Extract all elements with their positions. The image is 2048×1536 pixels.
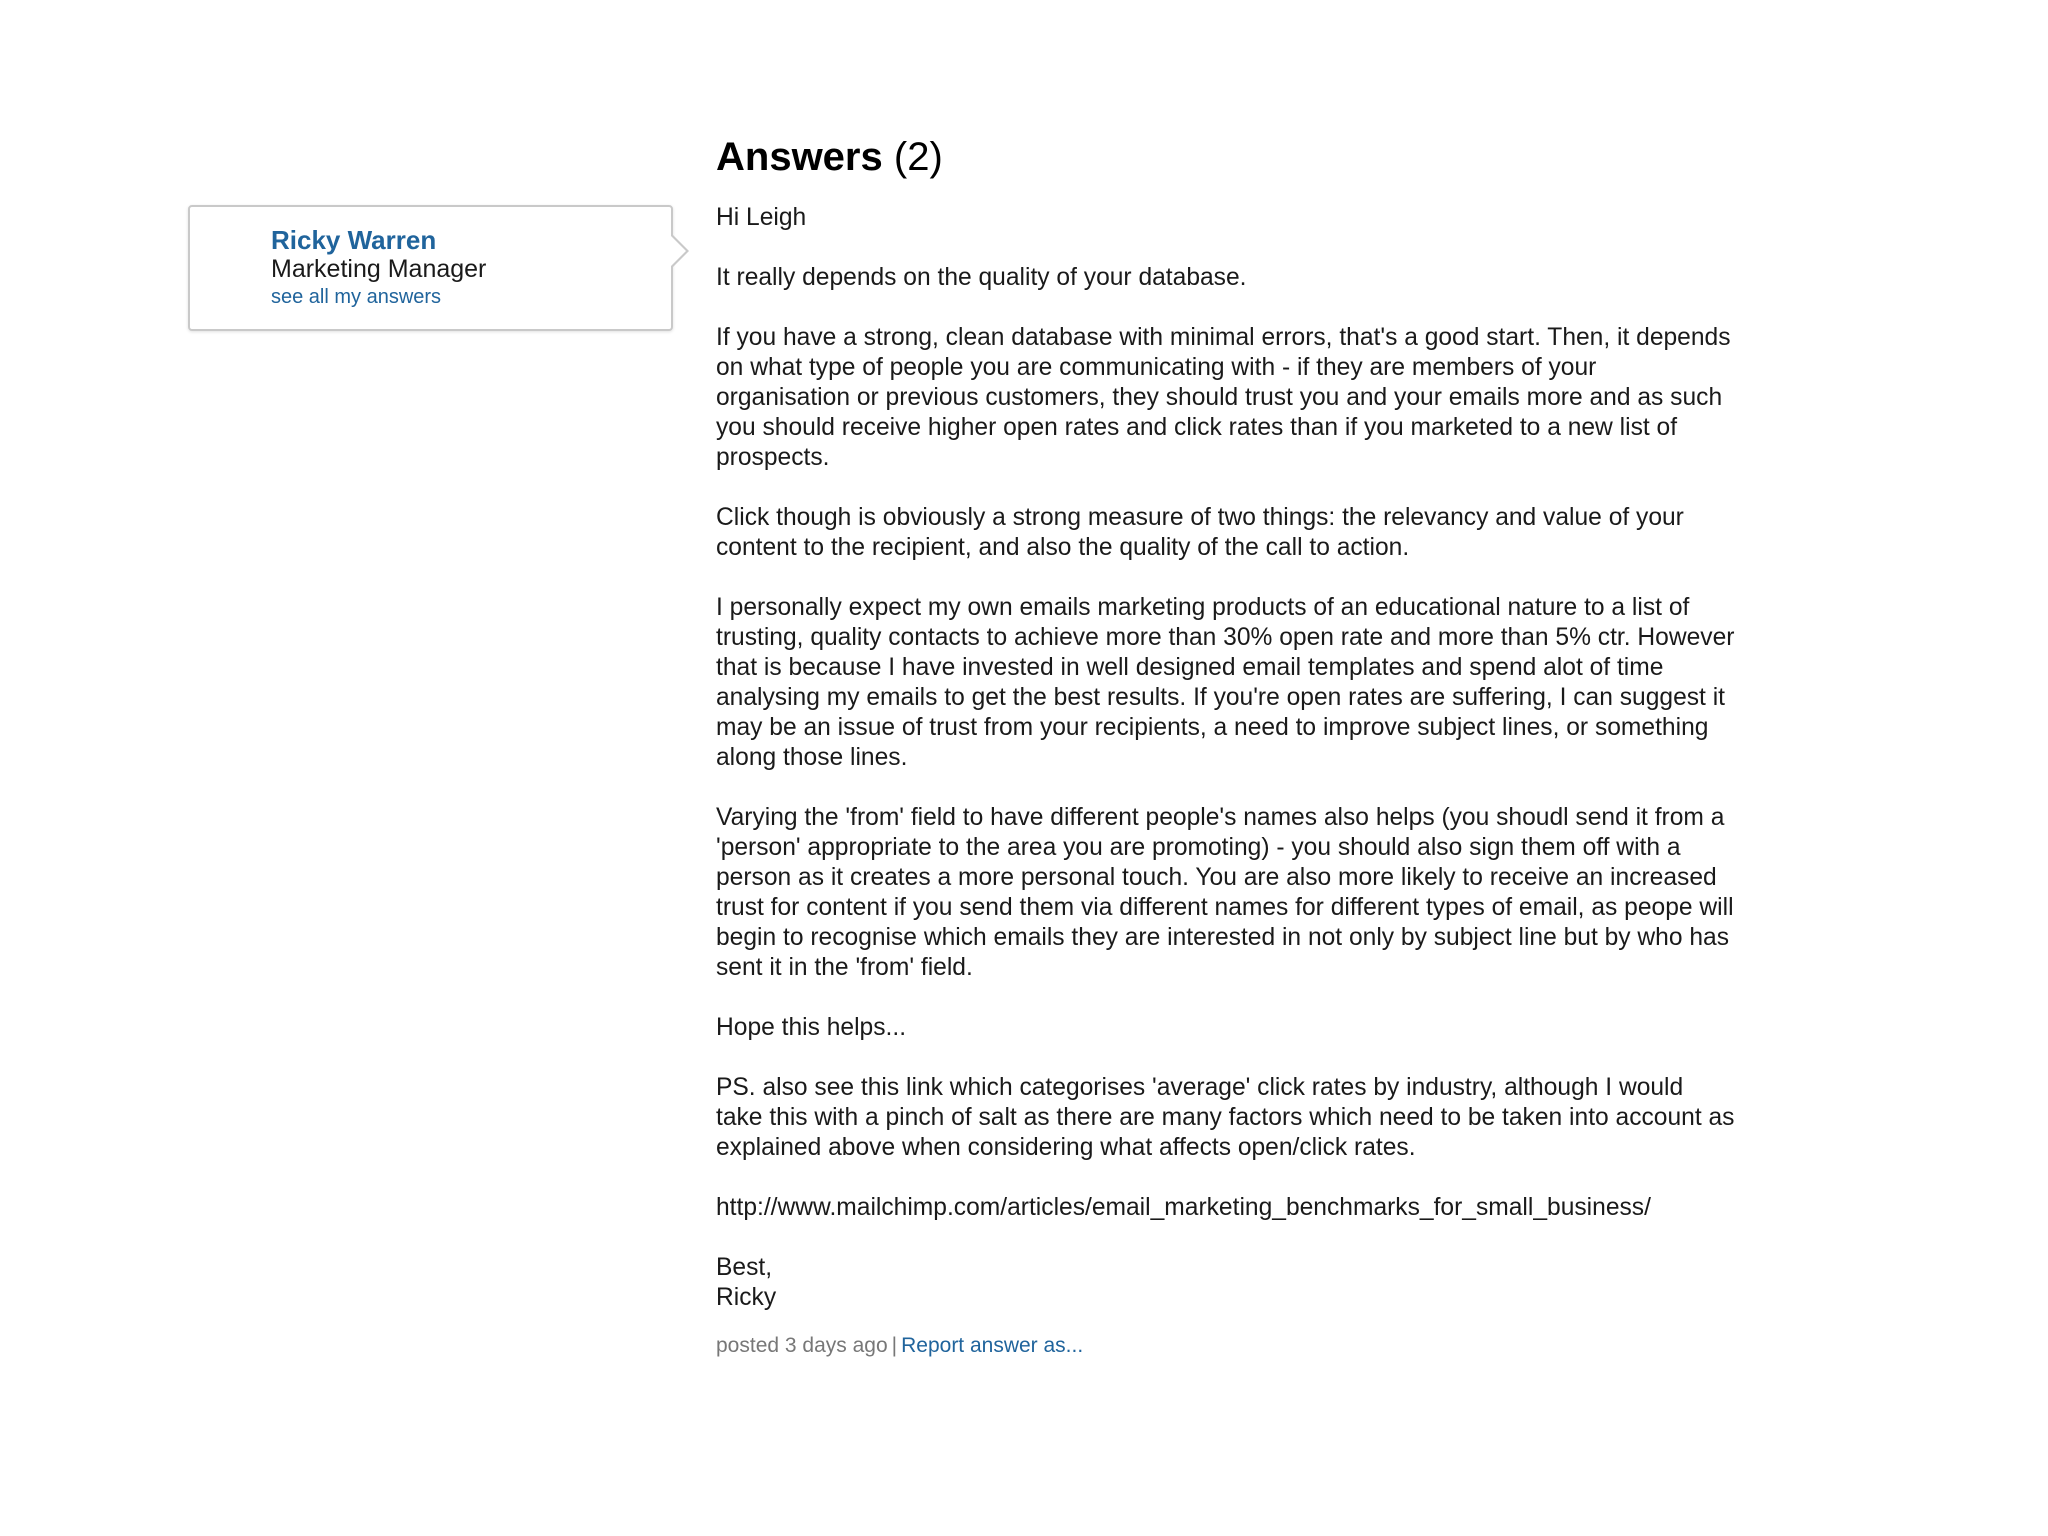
answer-paragraph: Varying the 'from' field to have different people's names also helps (you shoudl send it from a 'person' appropriate to the area you are promoting) - you should also sign them off with a person as it creates a more personal touch. You are also more likely to receive an increased trust for content if you send them via different names for different types of email, as peope will begin to recognise which emails they are interested in not only by subject line but by who has sent it in the 'from' field. (716, 804, 1734, 981)
answer-paragraph: Hope this helps... (716, 1014, 907, 1041)
answer-signature: Ricky (716, 1284, 777, 1311)
answer-paragraph: Click though is obviously a strong measure of two things: the relevancy and value of your content to the recipient, and also the quality of the call to action. (716, 504, 1684, 561)
answer-paragraph: PS. also see this link which categorises 'average' click rates by industry, although I would take this with a pinch of salt as there are many factors which need to be taken into account as explained above when considering what affects open/click rates. (716, 1074, 1735, 1161)
answer-url-text: http://www.mailchimp.com/articles/email_marketing_benchmarks_for_small_business/ (716, 1194, 1651, 1221)
card-pointer-arrow-fill (670, 235, 686, 267)
answers-heading-count: (2) (893, 135, 943, 179)
meta-separator: | (891, 1334, 898, 1357)
posted-timestamp: posted 3 days ago (716, 1334, 888, 1357)
author-name-link[interactable]: Ricky Warren (271, 225, 437, 255)
answer-paragraph: If you have a strong, clean database with minimal errors, that's a good start. Then, it depends on what type of people you are communicating with - if they are members of your organisation or previous customers, they should trust you and your emails more and as such you should receive higher open rates and click rates than if you marketed to a new list of prospects. (716, 324, 1731, 471)
answers-heading (716, 135, 943, 180)
author-job-title: Marketing Manager (271, 255, 487, 283)
report-answer-link[interactable]: Report answer as... (901, 1334, 1084, 1357)
answer-paragraph: It really depends on the quality of your database. (716, 264, 1247, 291)
author-card (188, 205, 673, 331)
answer-closing (716, 1253, 1736, 1313)
answer-meta (716, 1334, 1083, 1358)
answer-paragraph: I personally expect my own emails marketing products of an educational nature to a list of trusting, quality contacts to achieve more than 30% open rate and more than 5% ctr. However that is because I have invested in well designed email templates and spend alot of time analysing my emails to get the best results. If you're open rates are suffering, I can suggest it may be an issue of trust from your recipients, a need to improve subject lines, or something along those lines. (716, 594, 1735, 771)
answer-greeting: Hi Leigh (716, 204, 807, 231)
answers-heading-label: Answers (716, 135, 883, 179)
see-all-answers-link[interactable]: see all my answers (271, 286, 442, 308)
answer-body (716, 203, 1736, 1313)
answer-signoff: Best, (716, 1254, 773, 1281)
